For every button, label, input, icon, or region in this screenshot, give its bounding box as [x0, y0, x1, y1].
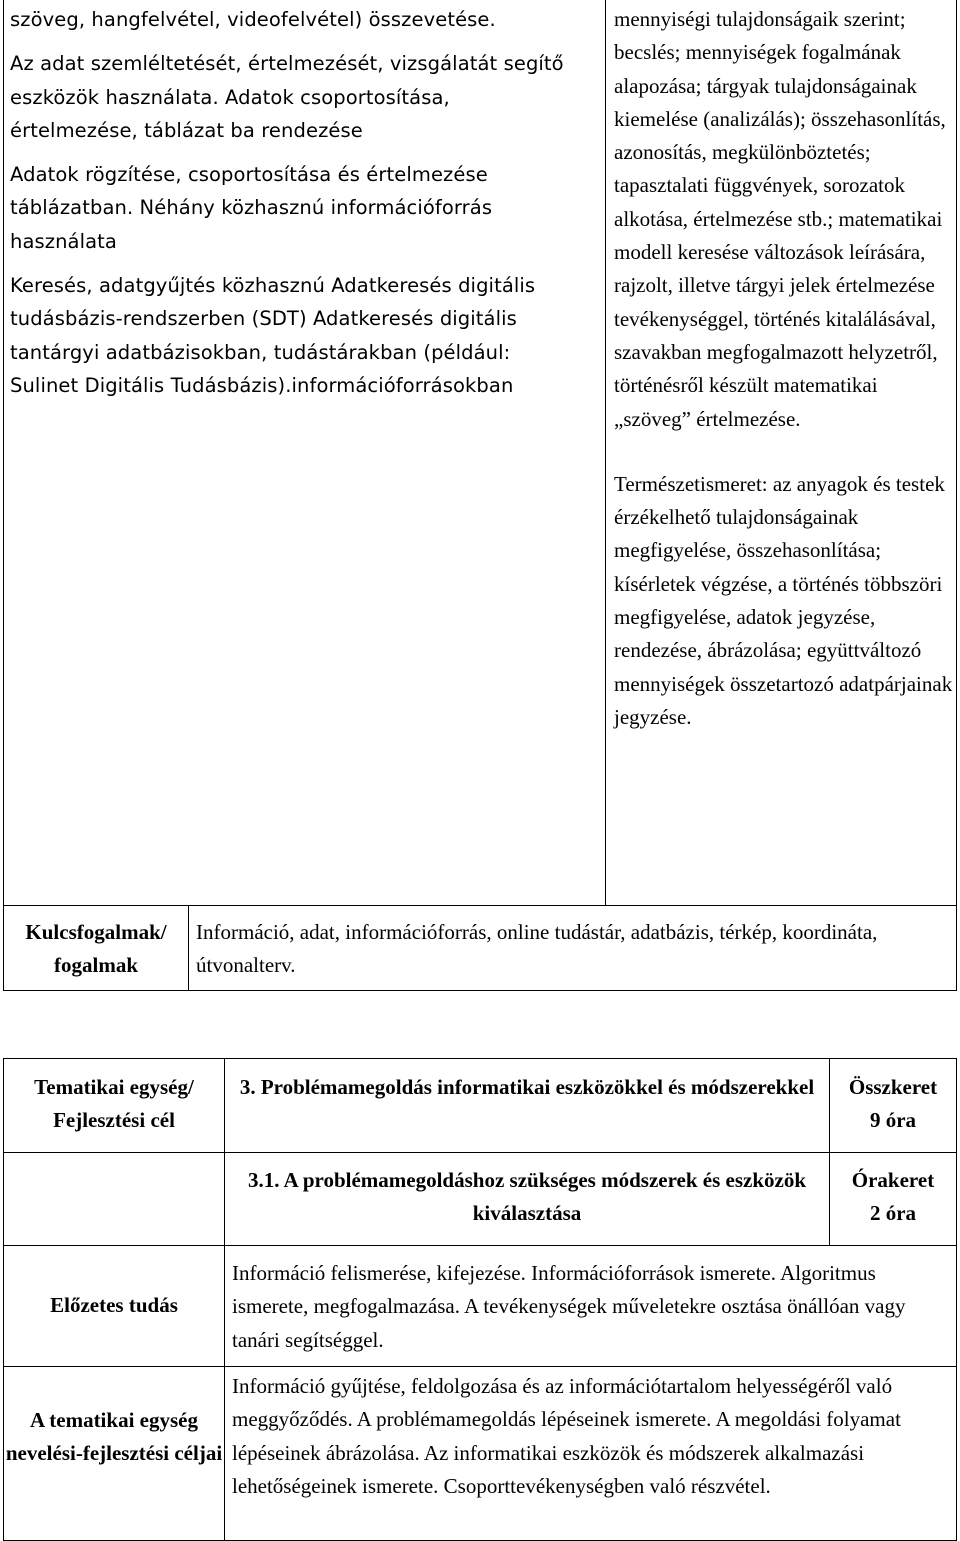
row-divider-2 [3, 1245, 957, 1246]
prior-knowledge-label: Előzetes tudás [50, 1293, 178, 1317]
key-concepts-value: Információ, adat, információforrás, online tudástár, adatbázis, térkép, koordináta, útvonalterv. [196, 920, 878, 978]
key-concepts-divider [188, 905, 189, 991]
table-border-bottom [3, 990, 957, 991]
table-border-right [956, 1058, 957, 1541]
row-divider-1 [3, 1152, 957, 1153]
right-paragraph-2: Természetismeret: az anyagok és testek érzékelhető tulajdonságainak megfigyelése, összehasonlítása; kísérletek végzése, a történés többszöri megfigyelése, adatok jegyzése, rendezése, ábrázolása; együttváltozó mennyiségek összetartozó adatpárjainak jegyzése. [614, 471, 953, 729]
column-divider-left [224, 1058, 225, 1541]
left-paragraph-2: Az adat szemléltetését, értelmezését, vizsgálatát segítő eszközök használata. Adatok csoportosítása, értelmezése, táblázat ba rendezése [10, 52, 564, 142]
left-paragraph-1: szöveg, hangfelvétel, videofelvétel) összevetése. [10, 8, 496, 31]
unit-title: 3. Problémamegoldás informatikai eszközökkel és módszerekkel [239, 1075, 815, 1099]
total-label: Összkeret [848, 1075, 938, 1099]
prior-knowledge-value: Információ felismerése, kifejezése. Információforrások ismerete. Algoritmus ismerete, megfogalmazása. A tevékenységek műveletekre osztása önállóan vagy tanári segítséggel. [232, 1261, 906, 1352]
right-paragraph-1: mennyiségi tulajdonságaik szerint; becslés; mennyiségek fogalmának alapozása; tárgyak tulajdonságainak kiemelése (analizálás); összehasonlítás, azonosítás, megkülönböztetés; tapasztalati függvények, sorozatok alkotása, értelmezése stb.; matematikai modell keresése változások leírására, rajzolt, illetve tárgyi jelek értelmezése tevékenységgel, történés kitalálásával, szavakban megfogalmazott helyzetről, történésről készült matematikai „szöveg” értelmezése. [614, 7, 946, 431]
left-paragraph-3: Adatok rögzítése, csoportosítása és értelmezése táblázatban. Néhány közhasznú információforrás használata [10, 163, 493, 253]
subunit-title: 3.1. A problémamegoldáshoz szükséges módszerek és eszközök kiválasztása [247, 1168, 807, 1226]
total-value: 9 óra [869, 1108, 917, 1133]
row-divider-3 [3, 1366, 957, 1367]
hours-value: 2 óra [869, 1201, 917, 1226]
table-border-top [3, 1058, 957, 1059]
total-hours [830, 1071, 956, 1138]
right-column [614, 3, 954, 734]
goals-value: Információ gyűjtése, feldolgozása és az információtartalom helyességéről való meggyőződés. A problémamegoldás lépéseinek ismerete. A megoldási folyamat lépéseinek ábrázolása. Az informatikai eszközök és módszerek alkalmazási lehetőségeinek ismerete. Csoporttevékenységben való részvétel. [232, 1374, 901, 1498]
row-divider [3, 905, 957, 906]
table-border-right [956, 0, 957, 991]
left-paragraph-4: Keresés, adatgyűjtés közhasznú Adatkeresés digitális tudásbázis-rendszerben (SDT) Adatkeresés digitális tantárgyi adatbázisokban, tudástárakban (például: Sulinet Digitális Tudásbázis).információforrásokban [10, 274, 536, 397]
hour-frame [830, 1164, 956, 1231]
left-column [10, 3, 600, 402]
table-border-left [3, 0, 4, 991]
goals-label: A tematikai egység nevelési-fejlesztési céljai [5, 1408, 223, 1466]
key-concepts-label: Kulcsfogalmak/ fogalmak [25, 920, 167, 978]
unit-label: Tematikai egység/ Fejlesztési cél [34, 1075, 194, 1133]
hours-label: Órakeret [851, 1168, 935, 1192]
column-divider [605, 0, 606, 905]
